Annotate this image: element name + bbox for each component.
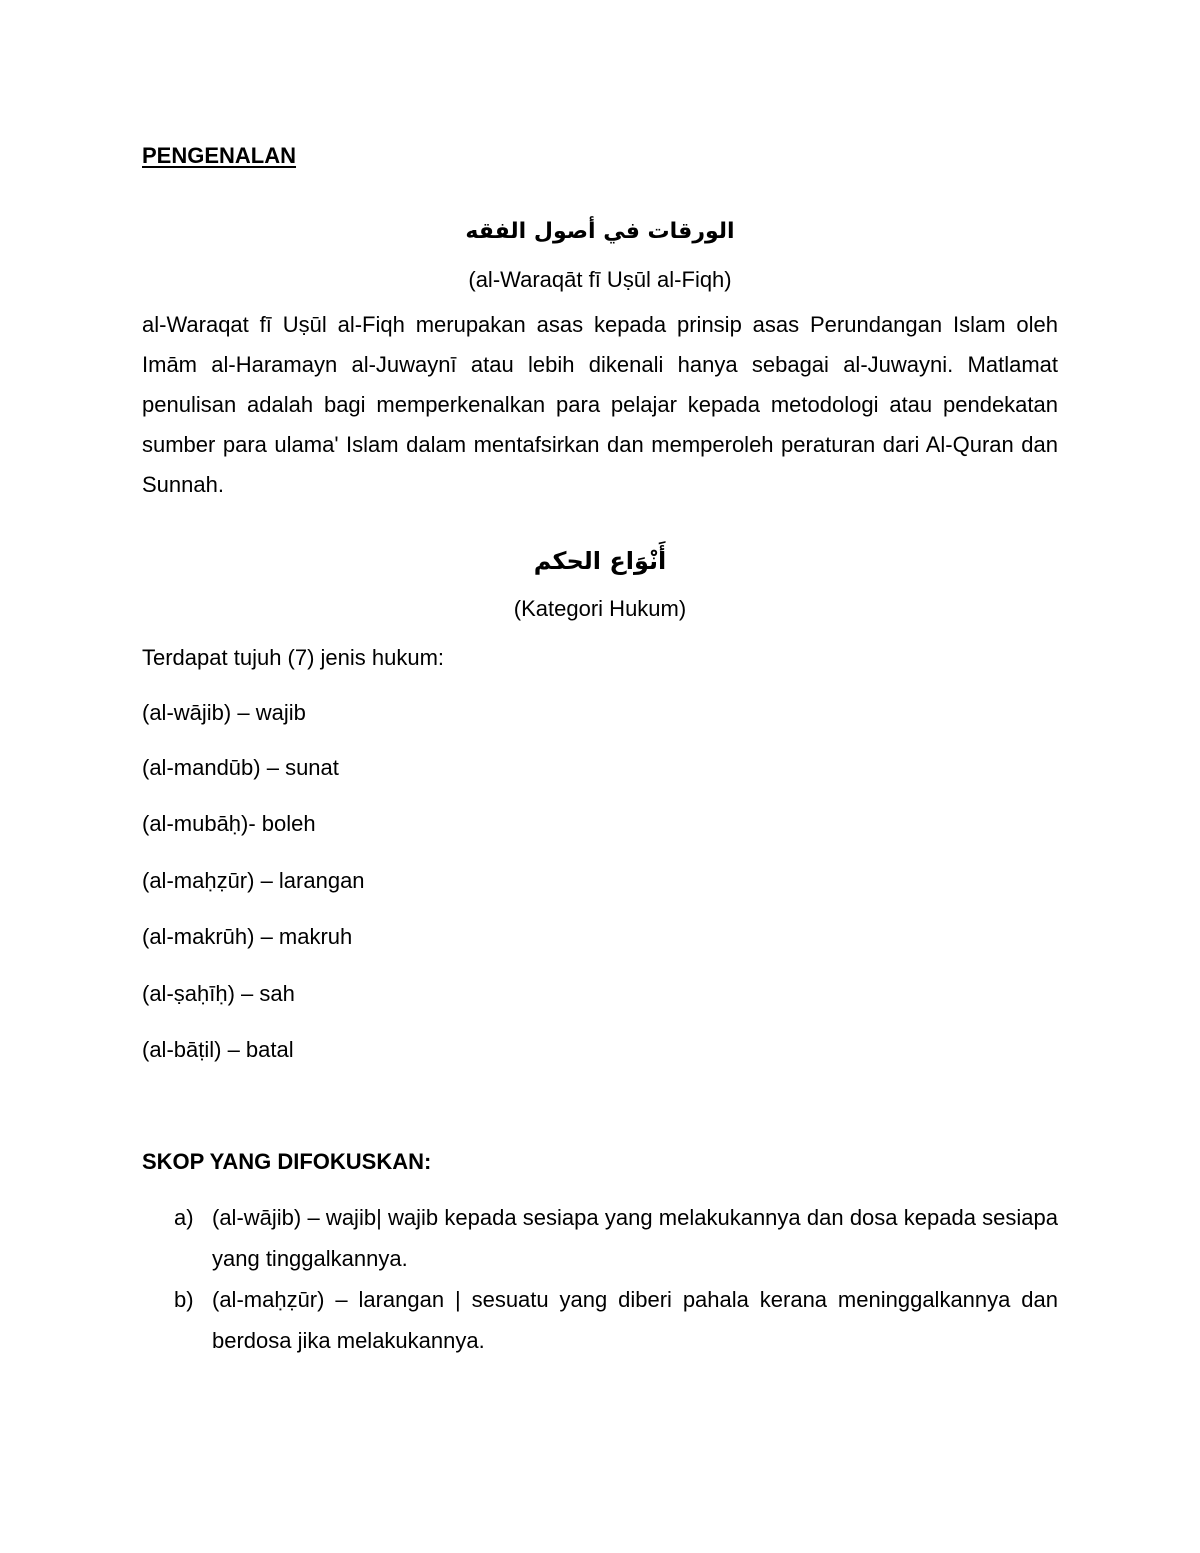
categories-arabic-title: أَنْوَاع الحكم [533,547,667,575]
hukum-item: (al-bāṭil) – batal [142,1037,294,1062]
scope-item-text: (al-wājib) – wajib| wajib kepada sesiapa yang melakukannya dan dosa kepada sesiapa yang tinggalkannya. [212,1205,1058,1271]
categories-subtitle: (Kategori Hukum) [513,596,687,621]
intro-arabic-title: الورقات في أصول الفقه [465,219,735,244]
scope-item-marker: b) [174,1287,194,1312]
intro-heading: PENGENALAN [142,143,297,168]
scope-item-text: (al-maḥẓūr) – larangan | sesuatu yang diberi pahala kerana meninggalkannya dan berdosa jika melakukannya. [212,1287,1058,1353]
hukum-item: (al-mandūb) – sunat [142,755,339,780]
hukum-item: (al-maḥẓūr) – larangan [142,868,365,893]
scope-heading: SKOP YANG DIFOKUSKAN: [142,1149,432,1174]
intro-transliteration: (al-Waraqāt fī Uṣūl al-Fiqh) [468,267,732,292]
hukum-item: (al-ṣaḥīḥ) – sah [142,981,295,1006]
categories-lead: Terdapat tujuh (7) jenis hukum: [142,645,445,670]
scope-item-marker: a) [174,1205,194,1230]
hukum-item: (al-makrūh) – makruh [142,924,353,949]
intro-paragraph: al-Waraqat fī Uṣūl al-Fiqh merupakan asas kepada prinsip asas Perundangan Islam oleh Imām al-Haramayn al-Juwaynī atau lebih dikenali hanya sebagai al-Juwayni. Matlamat penulisan adalah bagi memperkenalkan para pelajar kepada metodologi atau pendekatan sumber para ulama' Islam dalam mentafsirkan dan memperoleh peraturan dari Al-Quran dan Sunnah. [142,312,1058,497]
hukum-item: (al-mubāḥ)- boleh [142,811,316,836]
hukum-item: (al-wājib) – wajib [142,700,306,725]
